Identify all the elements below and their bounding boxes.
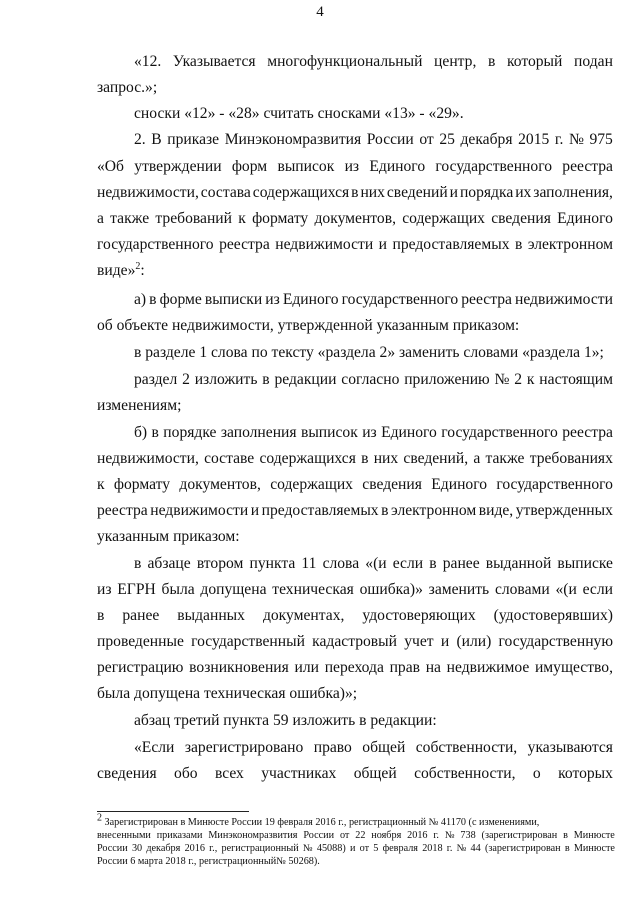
text-line: об объекте недвижимости, утвержденной указанным приказом:	[97, 317, 520, 334]
page-number: 4	[316, 4, 324, 20]
text-line: указанным приказом:	[97, 528, 240, 545]
text-line: изменениям;	[97, 397, 182, 414]
footnote-reference: 2	[135, 260, 141, 272]
footnote-separator	[97, 811, 249, 812]
footnote-line	[97, 812, 615, 829]
footnote-fragment: Зарегистрирован в Минюсте России 19 февраля 2016 г., регистрационный № 41170 (с изменениями,	[104, 817, 540, 828]
text-line: реестра недвижимости и предоставляемых в электронном виде, утвержденных	[97, 502, 613, 519]
text-line: государственного реестра недвижимости и предоставляемых в электронном	[97, 236, 613, 253]
text-fragment: виде»	[97, 262, 136, 279]
footnote-mark: 2	[97, 812, 102, 824]
text-line: к формату документов, содержащих сведения Единого государственного	[97, 476, 613, 493]
footnote-line: России 30 декабря 2016 г., регистрационный № 45088) и от 5 февраля 2018 г. № 44 (зарегистрирован в Минюсте	[97, 843, 615, 854]
text-fragment: :	[140, 262, 145, 279]
text-line: «Если зарегистрировано право общей собственности, указываются	[134, 739, 613, 756]
footnote-line: внесенными приказами Минэкономразвития России от 22 ноября 2016 г. № 738 (зарегистрирован в Минюсте	[97, 830, 615, 841]
text-line: недвижимости, составе содержащихся в них сведений, а также требованиях	[97, 450, 613, 467]
text-line: сноски «12» - «28» считать сносками «13» - «29».	[134, 105, 464, 122]
text-line: абзац третий пункта 59 изложить в редакции:	[134, 712, 437, 729]
text-line: запрос.»;	[97, 79, 158, 96]
text-line: «12. Указывается многофункциональный центр, в который подан	[134, 53, 613, 70]
text-line: из ЕГРН была допущена техническая ошибка)» заменить словами «(и если	[97, 581, 613, 598]
text-line: а) в форме выписки из Единого государственного реестра недвижимости	[134, 291, 613, 308]
text-line: сведения обо всех участниках общей собственности, о которых	[97, 765, 613, 782]
footnote-line: России 6 марта 2018 г., регистрационный№ 50268).	[97, 856, 320, 867]
text-line: была допущена техническая ошибка)»;	[97, 685, 358, 702]
text-line: в абзаце втором пункта 11 слова «(и если в ранее выданной выписке	[134, 555, 613, 572]
text-line: раздел 2 изложить в редакции согласно приложению № 2 к настоящим	[134, 371, 613, 388]
text-line: 2. В приказе Минэкономразвития России от 25 декабря 2015 г. № 975	[134, 131, 613, 148]
text-line: б) в порядке заполнения выписок из Единого государственного реестра	[134, 424, 613, 441]
text-line: проведенные государственный кадастровый учет и (или) государственную	[97, 633, 613, 650]
text-line: в разделе 1 слова по тексту «раздела 2» заменить словами «раздела 1»;	[134, 344, 604, 361]
text-line	[97, 261, 613, 281]
footnote-text	[97, 812, 540, 829]
text-line: в ранее выданных документах, удостоверяющих (удостоверявших)	[97, 607, 613, 624]
text-line: а также требований к формату документов, содержащих сведения Единого	[97, 210, 613, 227]
text-line: «Об утверждении форм выписок из Единого государственного реестра	[97, 158, 613, 175]
text-line: недвижимости, состава содержащихся в них сведений и порядка их заполнения,	[97, 184, 613, 201]
text-line: регистрацию возникновения или перехода прав на недвижимое имущество,	[97, 659, 613, 676]
